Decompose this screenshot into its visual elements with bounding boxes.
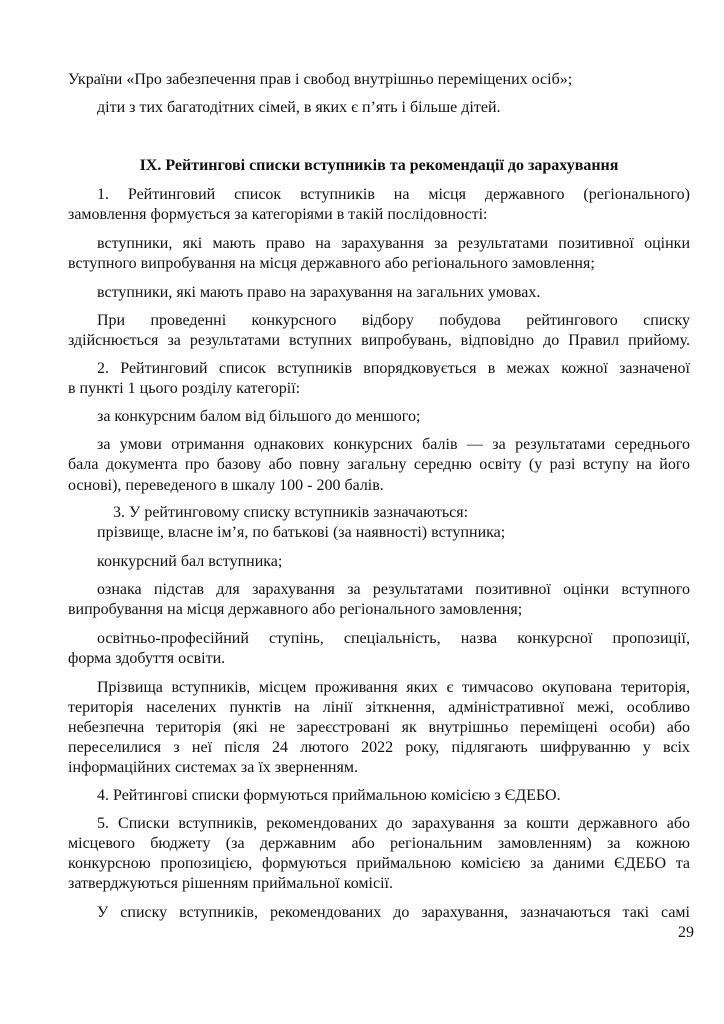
text-line: в пункті 1 цього розділу категорії:	[68, 380, 301, 397]
text-line: вступники, які мають право на зарахування за результатами позитивної оцінки	[97, 235, 690, 252]
text-line: 4. Рейтингові списки формуються приймальною комісією з ЄДЕБО.	[97, 787, 561, 804]
text-line: освітньо-професійний ступінь, спеціальність, назва конкурсної пропозиції,	[97, 630, 690, 647]
text-line: інформаційних системах за їх зверненням.	[68, 759, 358, 776]
text-line: місцевого бюджету (за державним або регіональним замовленням) за кожною	[68, 835, 690, 852]
text-line: вступники, які мають право на зарахування на загальних умовах.	[97, 284, 541, 301]
text-line: При проведенні конкурсного відбору побудова рейтингового списку	[97, 312, 690, 329]
text-line: форма здобуття освіти.	[68, 650, 226, 667]
text-line: замовлення формується за категоріями в такій послідовності:	[68, 206, 488, 223]
text-line: за умови отримання однакових конкурсних балів — за результатами середнього	[97, 436, 690, 453]
page-number: 29	[678, 924, 694, 941]
text-line: діти з тих багатодітних сімей, в яких є п’ять і більше дітей.	[97, 99, 501, 116]
text-line: затверджуються рішенням приймальної комісії.	[68, 875, 393, 892]
text-line: переселилися з неї після 24 лютого 2022 року, підлягають шифруванню у всіх	[68, 739, 690, 756]
section-heading: IX. Рейтингові списки вступників та рекомендації до зарахування	[139, 157, 619, 174]
text-line: У списку вступників, рекомендованих до зарахування, зазначаються такі самі	[97, 904, 690, 921]
text-line: 2. Рейтинговий список вступників впорядковується в межах кожної зазначеної	[97, 360, 690, 377]
text-line: прізвище, власне ім’я, по батькові (за наявності) вступника;	[97, 524, 506, 541]
text-line: конкурсний бал вступника;	[97, 553, 283, 570]
text-line: бала документа про базову або повну загальну середню освіту (у разі вступу на його	[68, 456, 690, 473]
text-line: небезпечна територія (які не зареєстровані як внутрішньо переміщені особи) або	[68, 719, 690, 736]
text-line: випробування на місця державного або регіонального замовлення;	[68, 601, 523, 618]
text-line: 1. Рейтинговий список вступників на місця державного (регіонального)	[97, 186, 690, 203]
text-line: вступного випробування на місця державного або регіонального замовлення;	[68, 255, 595, 272]
text-line: здійснюється за результатами вступних випробувань, відповідно до Правил прийому.	[68, 332, 690, 349]
text-line: конкурсною пропозицією, формуються приймальною комісією за даними ЄДЕБО та	[68, 855, 690, 872]
text-line: України «Про забезпечення прав і свобод внутрішньо переміщених осіб»;	[68, 71, 573, 88]
text-line: 3. У рейтинговому списку вступників зазначаються:	[113, 504, 469, 521]
text-line: ознака підстав для зарахування за результатами позитивної оцінки вступного	[97, 581, 690, 598]
text-line: за конкурсним балом від більшого до меншого;	[97, 408, 421, 425]
text-line: територія населених пунктів на лінії зіткнення, адміністративної межі, особливо	[68, 699, 690, 716]
text-line: Прізвища вступників, місцем проживання яких є тимчасово окупована територія,	[97, 679, 690, 696]
text-line: основі), переведеного в шкалу 100 - 200 балів.	[68, 477, 384, 494]
text-line: 5. Списки вступників, рекомендованих до зарахування за кошти державного або	[97, 815, 690, 832]
